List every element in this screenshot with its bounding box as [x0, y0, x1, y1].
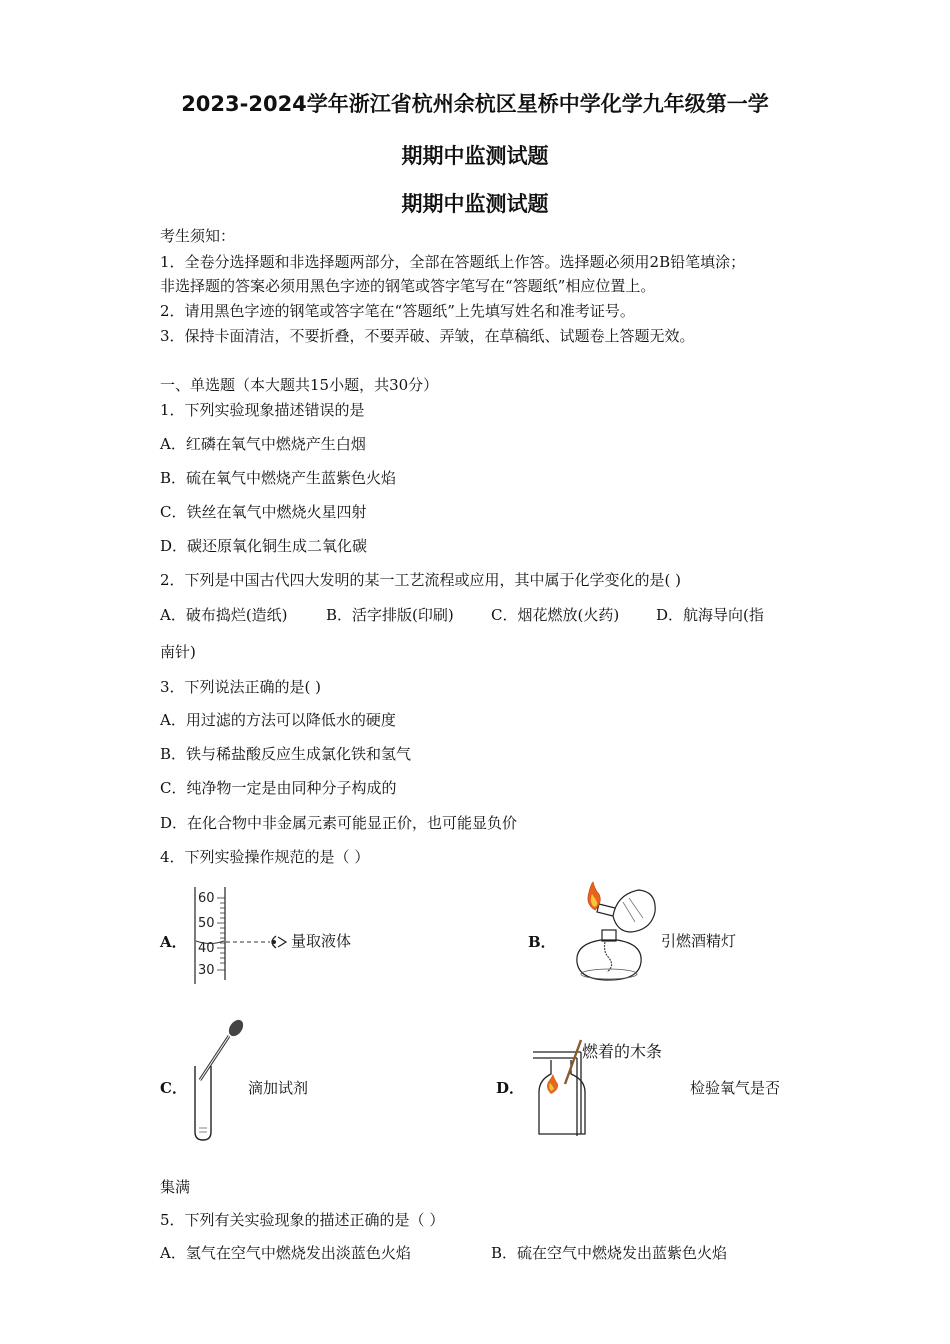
q5-option-b: B．硫在空气中燃烧发出蓝紫色火焰	[491, 1244, 728, 1262]
q2-continuation: 南针)	[160, 643, 196, 661]
cylinder-tick-label: 50	[198, 916, 215, 931]
dropper-test-tube-figure	[185, 1018, 250, 1146]
notice-item: 非选择题的答案必须用黑色字迹的钢笔或答字笔写在“答题纸”相应位置上。	[160, 277, 656, 295]
burning-stick-label: 燃着的木条	[582, 1042, 663, 1061]
q4-stem: 4．下列实验操作规范的是（ ）	[160, 848, 370, 866]
q1-stem: 1．下列实验现象描述错误的是	[160, 401, 365, 419]
q3-stem: 3．下列说法正确的是( )	[160, 678, 322, 696]
q4-option-c-caption: 滴加试剂	[248, 1079, 309, 1097]
measuring-cylinder-figure	[190, 884, 300, 988]
cylinder-tick-label: 30	[198, 963, 215, 978]
q3-option-c: C．纯净物一定是由同种分子构成的	[160, 779, 397, 797]
q1-option-b: B．硫在氧气中燃烧产生蓝紫色火焰	[160, 469, 397, 487]
q4-option-d-letter: D．	[496, 1079, 525, 1097]
notice-item: 3．保持卡面清洁，不要折叠，不要弄破、弄皱，在草稿纸、试题卷上答题无效。	[160, 327, 695, 345]
q3-option-d: D．在化合物中非金属元素可能显正价，也可能显负价	[160, 814, 518, 832]
cylinder-tick-label: 60	[198, 891, 215, 906]
q4-option-b-letter: B．	[528, 933, 556, 951]
exam-title-line-3: 期期中监测试题	[401, 192, 549, 216]
q4-option-a-letter: A．	[160, 933, 187, 951]
q3-option-a: A．用过滤的方法可以降低水的硬度	[160, 711, 396, 729]
section-heading: 一、单选题（本大题共15小题，共30分）	[160, 376, 439, 394]
alcohol-lamp-figure	[565, 882, 660, 987]
q3-option-b: B．铁与稀盐酸反应生成氯化铁和氢气	[160, 745, 412, 763]
q4-option-a-caption: 量取液体	[291, 932, 352, 950]
exam-title-line-2: 期期中监测试题	[401, 144, 549, 168]
cylinder-tick-label: 40	[198, 941, 215, 956]
q2-option-a: A．破布捣烂(造纸)	[160, 606, 288, 624]
q5-option-a: A．氢气在空气中燃烧发出淡蓝色火焰	[160, 1244, 411, 1262]
q1-option-d: D．碳还原氧化铜生成二氧化碳	[160, 537, 368, 555]
q1-option-a: A．红磷在氧气中燃烧产生白烟	[160, 435, 366, 453]
notice-heading: 考生须知：	[160, 227, 236, 245]
exam-title-line-1: 2023-2024学年浙江省杭州余杭区星桥中学化学九年级第一学	[181, 92, 769, 116]
notice-item: 2．请用黑色字迹的钢笔或答字笔在“答题纸”上先填写姓名和准考证号。	[160, 302, 635, 320]
q4-option-d-caption: 检验氧气是否	[690, 1079, 781, 1097]
q2-option-d: D．航海导向(指	[656, 606, 764, 624]
q2-option-b: B．活字排版(印刷)	[326, 606, 454, 624]
q1-option-c: C．铁丝在氧气中燃烧火星四射	[160, 503, 367, 521]
q2-stem: 2．下列是中国古代四大发明的某一工艺流程或应用，其中属于化学变化的是( )	[160, 571, 682, 589]
q4-option-c-letter: C．	[160, 1079, 187, 1097]
q4-option-b-caption: 引燃酒精灯	[661, 932, 737, 950]
q4-option-d-continuation: 集满	[160, 1178, 191, 1196]
q5-stem: 5．下列有关实验现象的描述正确的是（ ）	[160, 1211, 445, 1229]
q2-option-c: C．烟花燃放(火药)	[491, 606, 620, 624]
notice-item: 1．全卷分选择题和非选择题两部分，全部在答题纸上作答。选择题必须用2B铅笔填涂；	[160, 253, 746, 271]
